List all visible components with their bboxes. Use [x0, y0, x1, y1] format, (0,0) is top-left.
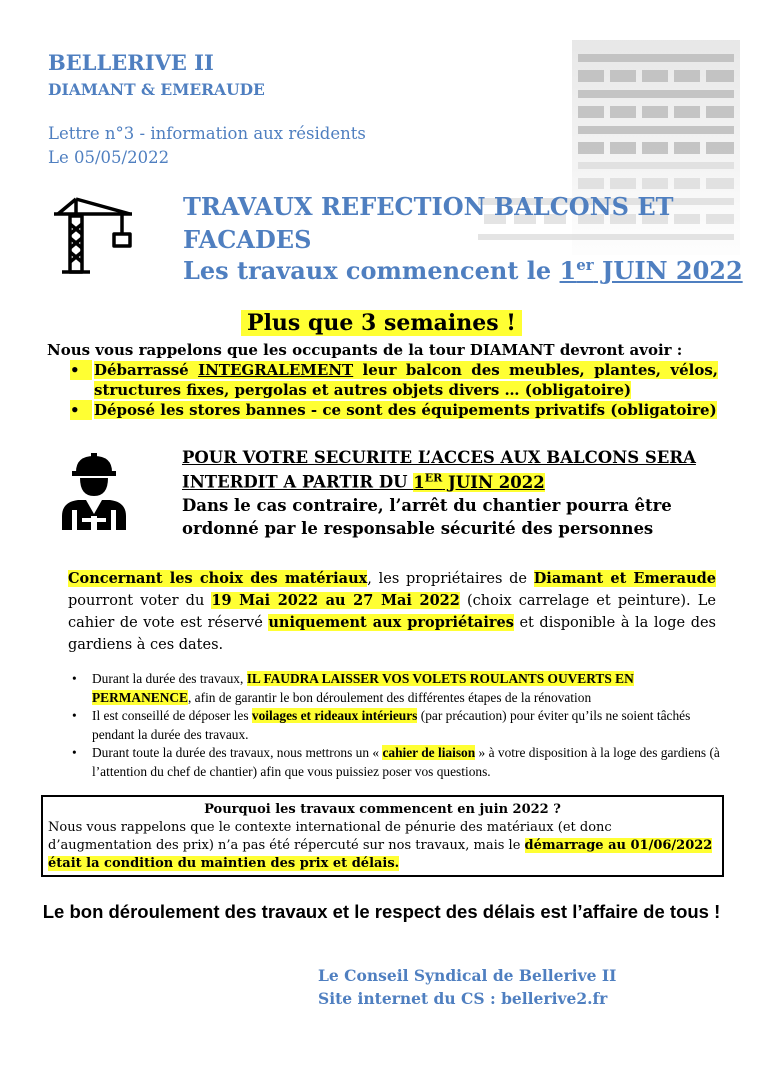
signature-line-1: Le Conseil Syndical de Bellerive II	[318, 966, 617, 985]
title-line-1: TRAVAUX REFECTION BALCONS ET	[183, 192, 674, 221]
closing-statement: Le bon déroulement des travaux et le respect des délais est l’affaire de tous !	[42, 901, 721, 922]
crane-icon	[54, 196, 134, 274]
works-list	[70, 670, 720, 781]
safety-line-4: ordonné par le responsable sécurité des personnes	[182, 519, 654, 538]
list-item: • Débarrassé INTEGRALEMENT leur balcon des meubles, plantes, vélos, structures fixes, pergolas et autres objets divers … (obligatoire)	[70, 360, 718, 400]
list-item: • Il est conseillé de déposer les voilages et rideaux intérieurs (par précaution) pour éviter qu’ils ne soient tâchés pendant la durée des travaux.	[70, 707, 720, 744]
org-name: BELLERIVE II	[48, 50, 214, 75]
title-line-2: FACADES	[183, 225, 312, 254]
reminder-intro: Nous vous rappelons que les occupants de la tour DIAMANT devront avoir :	[47, 341, 683, 359]
letter-number: Lettre n°3 - information aux résidents	[48, 124, 366, 143]
safety-line-3: Dans le cas contraire, l’arrêt du chantier pourra être	[182, 496, 672, 515]
signature-website: Site internet du CS : bellerive2.fr	[318, 989, 608, 1008]
list-item: • Durant la durée des travaux, IL FAUDRA LAISSER VOS VOLETS ROULANTS OUVERTS EN PERMANENCE, afin de garantir le bon déroulement des différentes étapes de la rénovation	[70, 670, 720, 707]
safety-line-2: INTERDIT A PARTIR DU 1ER JUIN 2022	[182, 471, 545, 492]
materials-paragraph: Concernant les choix des matériaux, les propriétaires de Diamant et Emeraude pourront voter du 19 Mai 2022 au 27 Mai 2022 (choix carrelage et peinture). Le cahier de vote est réservé uniquement aux propriétaires et disponible à la loge des gardiens à ces dates.	[68, 570, 716, 653]
list-item: • Durant toute la durée des travaux, nous mettrons un « cahier de liaison » à votre disposition à la loge des gardiens (à l’attention du chef de chantier) afin que vous puissiez poser vos questions.	[70, 744, 720, 781]
info-box-text: Nous vous rappelons que le contexte international de pénurie des matériaux (et donc d’augmentation des prix) n’a pas été répercuté sur nos travaux, mais le démarrage au 01/06/2022 était la condition du maintien des prix et délais.	[48, 820, 713, 871]
building-icon	[478, 40, 740, 255]
info-box	[41, 795, 724, 877]
safety-line-1: POUR VOTRE SECURITE L’ACCES AUX BALCONS SERA	[182, 448, 696, 467]
info-box-title: Pourquoi les travaux commencent en juin 2022 ?	[204, 802, 561, 817]
worker-icon	[58, 450, 130, 532]
reminder-list	[70, 360, 718, 420]
list-item: • Déposé les stores bannes - ce sont des équipements privatifs (obligatoire)	[70, 400, 718, 420]
org-subtitle: DIAMANT & EMERAUDE	[48, 80, 265, 99]
title-start-date: Les travaux commencent le 1er JUIN 2022	[183, 256, 743, 285]
letter-date: Le 05/05/2022	[48, 148, 170, 167]
countdown-banner: Plus que 3 semaines !	[0, 310, 763, 336]
